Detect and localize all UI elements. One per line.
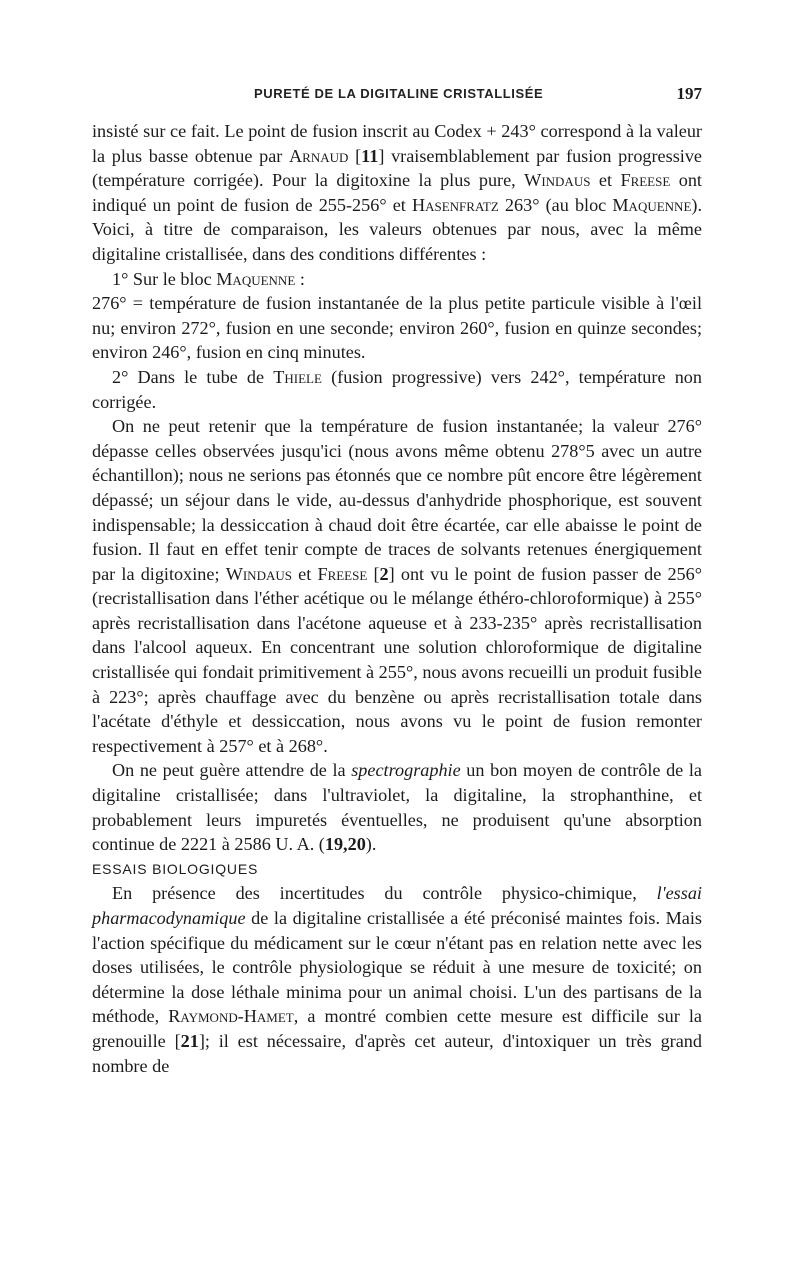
reference-number: 19,20 bbox=[324, 834, 366, 855]
author-name: Raymond-Hamet bbox=[168, 1006, 294, 1027]
reference-number: 2 bbox=[379, 563, 389, 584]
paragraph-5: On ne peut retenir que la température de fusion instantanée; la valeur 276° dépasse celles observées jusqu'ici (nous avons même obtenu 278°5 avec un autre échantillon); nous ne serions pas étonnés que ce nombre pût encore être légèrement dépassé; un séjour dans le vide, au-dessus d'anhydride phosphorique, est souvent indispensable; la dessiccation à chaud doit être écartée, car elle abaisse le point de fusion. Il faut en effet tenir compte de traces de solvants retenues énergiquement par la digitoxine; Windaus et Freese [2] ont vu le point de fusion passer de 256° (recristallisation dans l'éther acétique ou le mélange éthéro-chloroformique) à 255° après recristallisation dans l'acétone aqueuse et à 233-235° après recristallisation dans l'alcool aqueux. En concentrant une solution chloroformique de digitaline cristallisée qui fondait primitivement à 255°, nous avons recueilli un produit fusible à 223°; après chauffage avec du benzène ou après recristallisation totale dans l'acétate d'éthyle et dessiccation, nous avons vu le point de fusion remonter respectivement à 257° et à 268°. bbox=[92, 416, 702, 756]
running-title: PURETÉ DE LA DIGITALINE CRISTALLISÉE bbox=[254, 86, 544, 101]
italic-term: spectrographie bbox=[351, 760, 461, 781]
page-number: 197 bbox=[676, 84, 702, 103]
author-name: Maquenne bbox=[612, 194, 692, 215]
author-name: Arnaud bbox=[289, 145, 349, 166]
paragraph-7: En présence des incertitudes du contrôle physico-chimique, l'essai pharmacodynamique de la digitaline cristallisée a été préconisé maintes fois. Mais l'action spécifique du médicament sur le cœur n'étant pas en relation nette avec les doses utilisées, le contrôle physiologique se réduit à une mesure de toxicité; on détermine la dose léthale minima pour un animal choisi. L'un des partisans de la méthode, Raymond-Hamet, a montré combien cette mesure est difficile sur la grenouille [21]; il est nécessaire, d'après cet auteur, d'intoxiquer un très grand nombre de bbox=[92, 883, 702, 1076]
author-name: Thiele bbox=[273, 366, 322, 387]
paragraph-3: 276° = température de fusion instantanée de la plus petite particule visible à l'œil nu; environ 272°, fusion en une seconde; environ 260°, fusion en quinze secondes; environ 246°, fusion en cinq minutes. bbox=[92, 293, 702, 363]
author-name: Windaus bbox=[524, 170, 591, 191]
paragraph-6: On ne peut guère attendre de la spectrographie un bon moyen de contrôle de la digitaline cristallisée; dans l'ultraviolet, la digitaline, la strophanthine, et probablement leurs impuretés éventuelles, ne produisent qu'une absorption continue de 2221 à 2586 U. A. (19,20). bbox=[92, 760, 702, 855]
page-header bbox=[92, 86, 704, 110]
body-text bbox=[92, 119, 702, 1078]
section-heading: ESSAIS BIOLOGIQUES bbox=[92, 860, 259, 877]
paragraph-2: 1° Sur le bloc Maquenne : bbox=[112, 268, 305, 289]
paragraph-1: insisté sur ce fait. Le point de fusion inscrit au Codex + 243° correspond à la valeur la plus basse obtenue par Arnaud [11] vraisemblablement par fusion progressive (température corrigée). Pour la digitoxine la plus pure, Windaus et Freese ont indiqué un point de fusion de 255-256° et Hasenfratz 263° (au bloc Maquenne). Voici, à titre de comparaison, les valeurs obtenues par nous, avec la même digitaline cristallisée, dans des conditions différentes : bbox=[92, 121, 703, 264]
author-name: Hasenfratz bbox=[411, 194, 499, 215]
author-name: Freese bbox=[317, 563, 368, 584]
paragraph-4: 2° Dans le tube de Thiele (fusion progressive) vers 242°, température non corrigée. bbox=[92, 366, 702, 412]
author-name: Windaus bbox=[225, 563, 292, 584]
author-name: Freese bbox=[620, 170, 671, 191]
italic-term: l'essai pharmacodynamique bbox=[92, 883, 702, 928]
reference-number: 11 bbox=[361, 145, 379, 166]
author-name: Maquenne bbox=[216, 268, 296, 289]
reference-number: 21 bbox=[180, 1030, 199, 1051]
